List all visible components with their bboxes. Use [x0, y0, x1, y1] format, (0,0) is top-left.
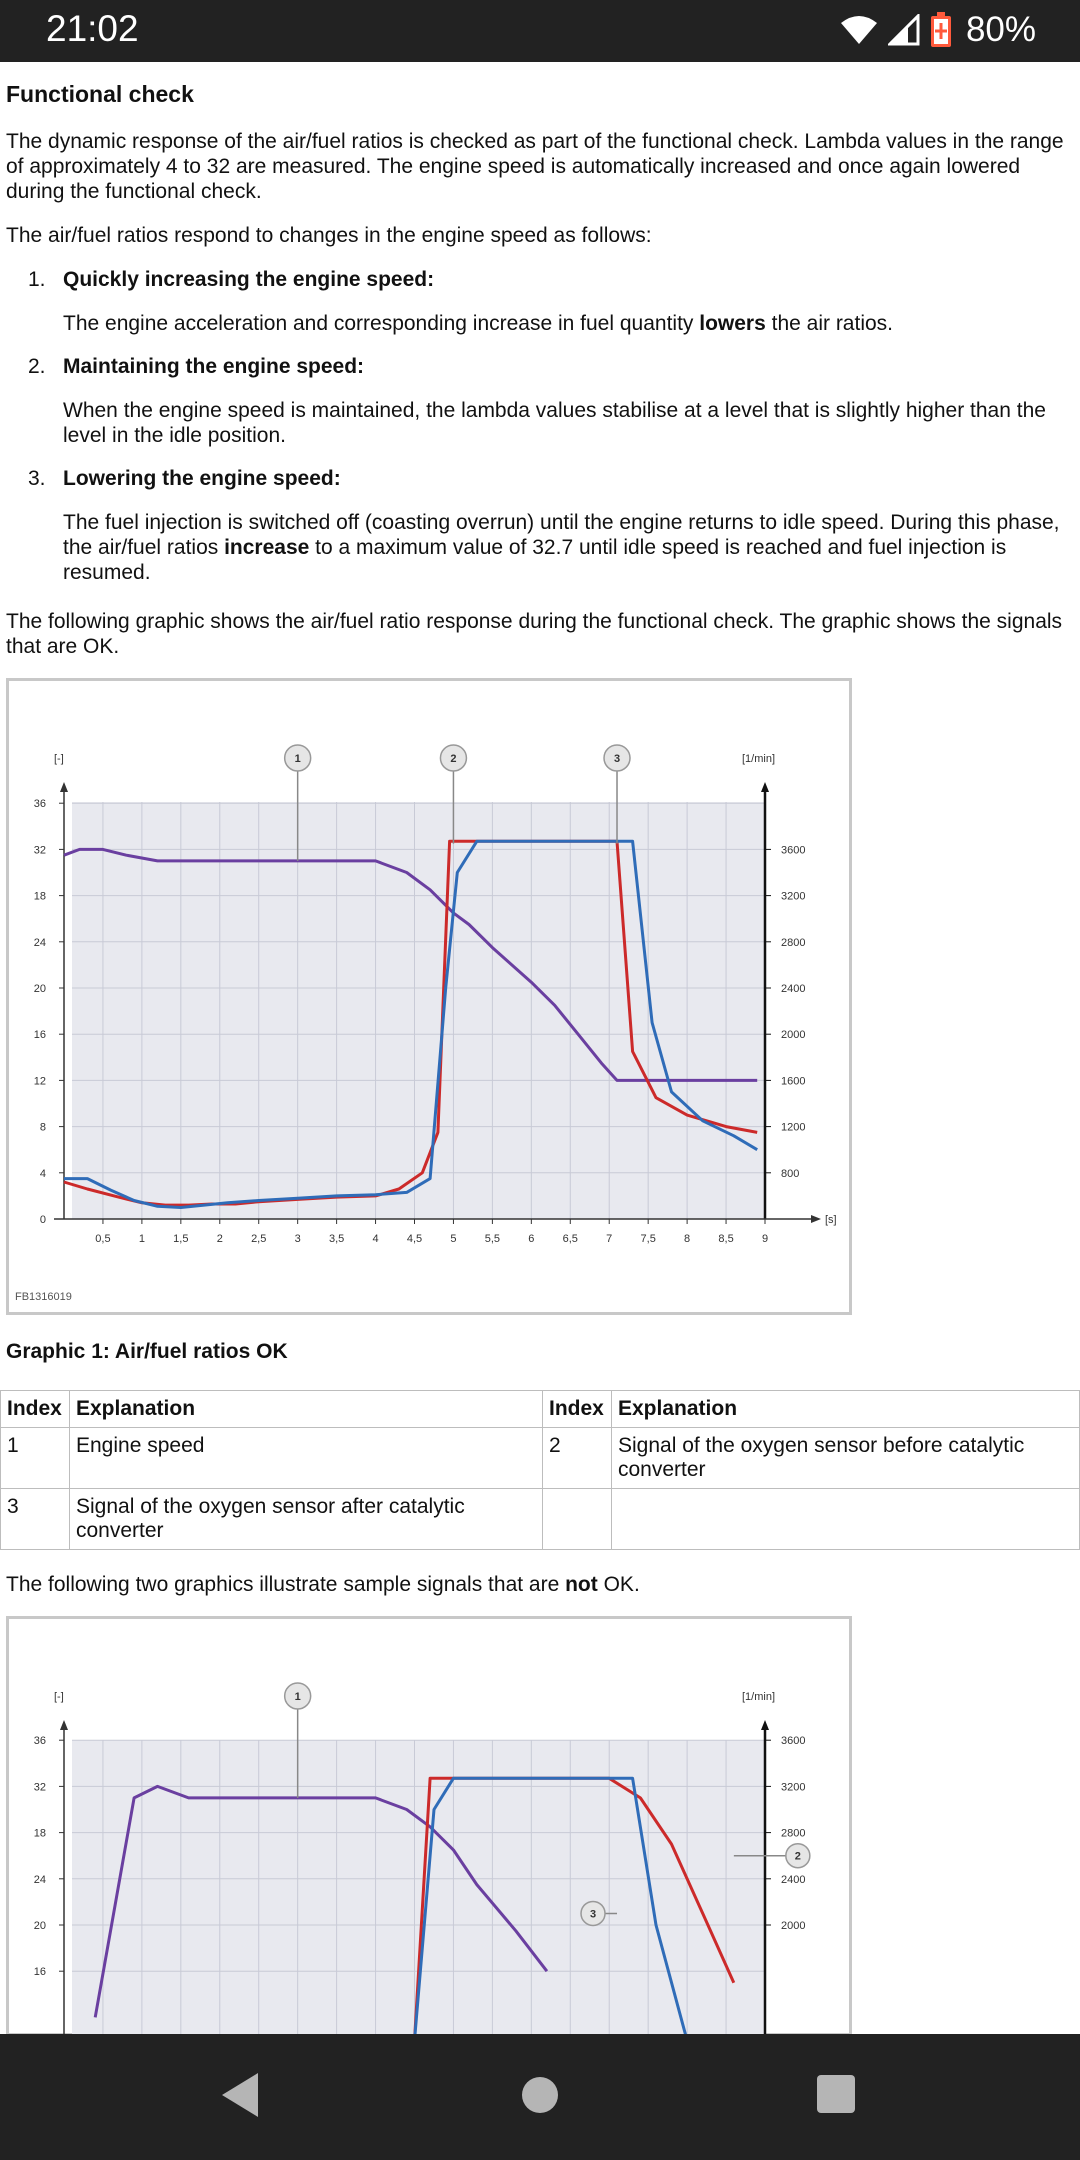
axis-arrow — [761, 1720, 769, 1730]
y-tick-label: 20 — [33, 1920, 46, 1932]
table-cell: Signal of the oxygen sensor after catalytic converter — [70, 1489, 543, 1550]
document-view[interactable] — [0, 62, 1080, 2034]
x-tick-label: 9 — [761, 1233, 769, 1245]
table-cell: 1 — [1, 1428, 70, 1489]
y-tick-label: 18 — [33, 890, 46, 903]
x-tick-label: 3,5 — [328, 1233, 345, 1245]
y-tick-label-right: 1600 — [781, 1075, 806, 1088]
y-tick-label: 18 — [33, 1827, 46, 1840]
y-axis-label-right: [1/min] — [742, 753, 776, 765]
list-number: 3. — [28, 467, 46, 490]
axis-arrow — [60, 1720, 68, 1730]
list-item-body: The engine acceleration and corresponding increase in fuel quantity lowers the air ratios. — [63, 312, 894, 335]
x-tick-label: 2,5 — [251, 1233, 267, 1245]
table-cell: Engine speed — [70, 1428, 543, 1489]
y-tick-label: 16 — [33, 1966, 46, 1979]
y-tick-label-right: 2800 — [781, 936, 806, 949]
list-number: 2. — [28, 355, 46, 378]
x-axis-label: [s] — [825, 1214, 837, 1226]
y-tick-label: 8 — [39, 1121, 46, 1134]
y-tick-label: 36 — [33, 798, 46, 811]
marker-label: 3 — [613, 753, 621, 765]
axis-arrow — [811, 1215, 821, 1223]
marker-label: 2 — [794, 1850, 801, 1863]
y-tick-label: 36 — [33, 1735, 46, 1748]
y-axis-label-left: [-] — [54, 753, 64, 765]
x-tick-label: 5 — [450, 1233, 457, 1245]
back-button[interactable] — [218, 2070, 264, 2120]
status-icons — [840, 10, 1036, 50]
figure-id: FB1316019 — [15, 1291, 72, 1303]
list-item-title: Lowering the engine speed: — [63, 467, 341, 490]
axis-arrow — [60, 782, 68, 792]
chart-ok — [9, 681, 855, 1318]
battery-icon — [930, 12, 952, 48]
table-header-row — [1, 1391, 1080, 1428]
x-tick-label: 3 — [294, 1233, 301, 1245]
graphic-intro-paragraph: The following graphic shows the air/fuel ratio response during the functional check. The graphic shows the signals that are OK. — [6, 610, 1063, 658]
marker-label: 2 — [450, 753, 457, 765]
list-item-title: Quickly increasing the engine speed: — [63, 268, 435, 291]
table-header: Index — [1, 1391, 70, 1428]
y-tick-label: 24 — [33, 1873, 46, 1886]
y-tick-label-right: 2400 — [781, 1873, 806, 1886]
table-cell: 3 — [1, 1489, 70, 1550]
plot-area — [72, 802, 765, 1219]
list-item-body: When the engine speed is maintained, the lambda values stabilise at a level that is slightly higher than the level in the idle position. — [63, 399, 1046, 447]
table-cell — [612, 1489, 1080, 1550]
list-item — [6, 354, 1080, 448]
y-tick-label-right: 3600 — [781, 844, 806, 857]
x-tick-label: 6 — [528, 1233, 535, 1245]
x-tick-label: 1,5 — [173, 1233, 189, 1245]
index-table — [0, 1390, 1080, 1550]
y-tick-label: 16 — [33, 1029, 46, 1042]
y-axis-label-left: [-] — [54, 1691, 64, 1703]
list-number: 1. — [28, 268, 46, 291]
y-tick-label-right: 2400 — [781, 983, 806, 995]
y-axis-label-right: [1/min] — [742, 1691, 776, 1703]
navigation-bar — [0, 2034, 1080, 2160]
x-tick-label: 7 — [606, 1233, 613, 1245]
x-tick-label: 4 — [372, 1233, 379, 1245]
y-tick-label-right: 2000 — [781, 1920, 806, 1932]
y-tick-label-right: 3600 — [781, 1735, 806, 1748]
y-tick-label: 32 — [33, 1781, 46, 1794]
table-cell: Signal of the oxygen sensor before catalytic converter — [612, 1428, 1080, 1489]
x-tick-label: 0,5 — [95, 1233, 111, 1245]
signal-icon — [888, 14, 920, 46]
y-tick-label: 12 — [33, 1075, 46, 1088]
page-title: Functional check — [6, 81, 194, 107]
home-button[interactable] — [518, 2070, 562, 2120]
y-tick-label: 4 — [39, 1167, 46, 1180]
table-header: Explanation — [70, 1391, 543, 1428]
x-tick-label: 8,5 — [718, 1233, 734, 1245]
table-cell: 2 — [543, 1428, 612, 1489]
list-item — [6, 267, 1080, 336]
list-item-body: The fuel injection is switched off (coasting overrun) until the engine returns to idle speed. During this phase, the air/fuel ratios increase to a maximum value of 32.7 until idle speed is reached and fuel injection is resumed. — [63, 511, 1060, 584]
list-item-title: Maintaining the engine speed: — [63, 355, 365, 378]
not-ok-paragraph: The following two graphics illustrate sample signals that are not OK. — [6, 1573, 640, 1596]
y-tick-label-right: 3200 — [781, 890, 806, 903]
table-cell — [543, 1489, 612, 1550]
y-tick-label: 24 — [33, 936, 46, 949]
x-tick-label: 2 — [216, 1233, 223, 1245]
status-bar — [0, 0, 1080, 62]
intro-paragraph: The dynamic response of the air/fuel ratios is checked as part of the functional check. Lambda values in the range of approximately 4 to 32 are measured. The engine speed is automatically increased and once again lowered during the functional check. — [6, 130, 1064, 203]
y-tick-label-right: 2800 — [781, 1827, 806, 1840]
list-item — [6, 466, 1080, 585]
wifi-icon — [840, 14, 878, 46]
y-tick-label-right: 2000 — [781, 1029, 806, 1042]
x-tick-label: 7,5 — [640, 1233, 656, 1245]
table-row — [1, 1428, 1080, 1489]
y-tick-label-right: 3200 — [781, 1781, 806, 1794]
document — [6, 62, 1080, 2034]
table-header: Explanation — [612, 1391, 1080, 1428]
respond-paragraph: The air/fuel ratios respond to changes in the engine speed as follows: — [6, 224, 652, 247]
battery-percent: 80% — [965, 10, 1036, 49]
x-tick-label: 1 — [138, 1233, 145, 1245]
marker-label: 1 — [294, 753, 301, 765]
y-tick-label: 20 — [33, 983, 46, 995]
figure-not-ok — [6, 1616, 852, 2034]
table-header: Index — [543, 1391, 612, 1428]
axis-arrow — [761, 782, 769, 792]
figure-ok — [6, 678, 852, 1315]
status-time: 21:02 — [46, 8, 139, 49]
marker-label: 3 — [589, 1908, 597, 1921]
table-row — [1, 1489, 1080, 1550]
y-tick-label-right: 800 — [781, 1167, 800, 1180]
marker-label: 1 — [294, 1691, 301, 1703]
y-tick-label: 32 — [33, 844, 46, 857]
x-tick-label: 4,5 — [406, 1233, 423, 1245]
overview-button[interactable] — [814, 2070, 858, 2120]
figure-caption: Graphic 1: Air/fuel ratios OK — [6, 1340, 288, 1363]
x-tick-label: 5,5 — [484, 1233, 501, 1245]
y-tick-label-right: 1200 — [781, 1121, 806, 1134]
chart-not-ok — [9, 1619, 855, 2034]
x-tick-label: 6,5 — [562, 1233, 578, 1245]
x-tick-label: 8 — [684, 1233, 691, 1245]
y-tick-label: 0 — [39, 1214, 46, 1226]
